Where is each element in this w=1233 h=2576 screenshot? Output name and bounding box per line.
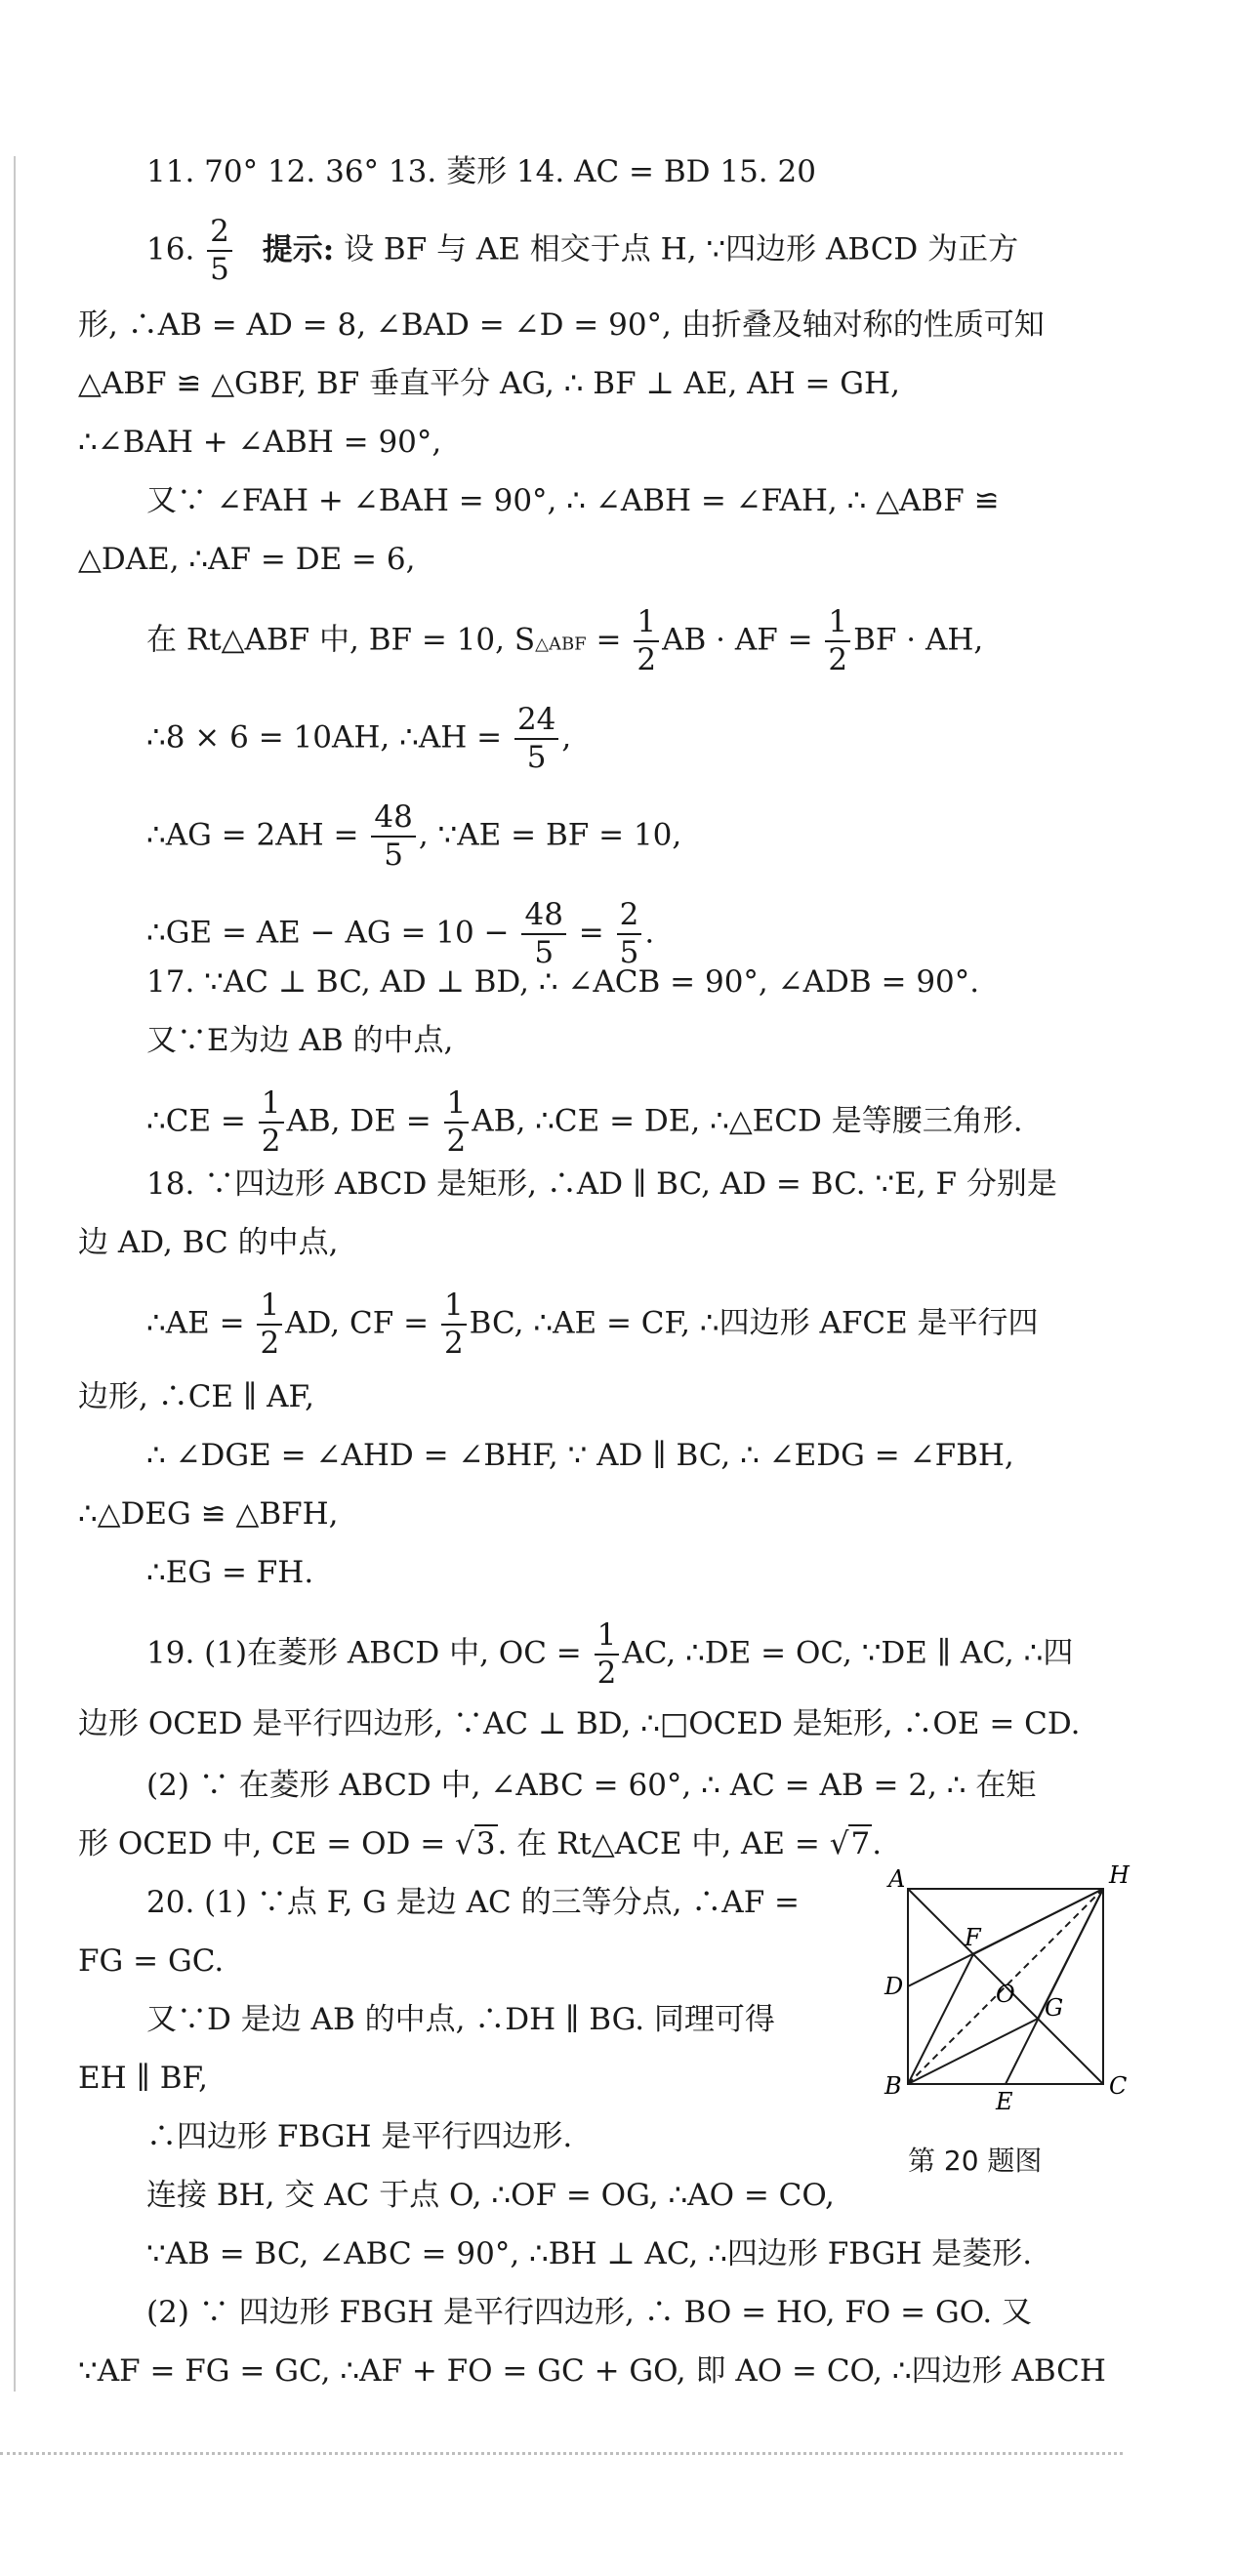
q16-line-10: ∴GE = AE − AG = 10 − $\frac{48}{5}$ = $\frac{2}{5}$ . [146,897,655,970]
q19-line-1: 19. (1)在菱形 ABCD 中, OC = $\frac{1}{2}$ AC, ∴DE = OC, ∵DE ∥ AC, ∴四 [146,1617,1074,1691]
q18-line-3: ∴AE = $\frac{1}{2}$ AD, CF = $\frac{1}{2}$ BC, ∴AE = CF, ∴四边形 AFCE 是平行四 [146,1288,1039,1361]
fraction-48-5: $\frac{48}{5}$ [371,802,415,871]
q19-line-3: (2) ∵ 在菱形 ABCD 中, ∠ABC = 60°, ∴ AC = AB = 2, ∴ 在矩 [146,1768,1037,1803]
q16-text: 设 BF 与 AE 相交于点 H, ∵四边形 ABCD 为正方 [344,231,1019,267]
q20-line-2: FG = GC. [78,1943,225,1979]
q16-line-5: 又∵ ∠FAH + ∠BAH = 90°, ∴ ∠ABH = ∠FAH, ∴ △ABF ≌ [146,483,1000,518]
fraction-1-2: $\frac{1}{2}$ [825,607,850,675]
fraction-1-2: $\frac{1}{2}$ [259,1088,284,1157]
q16-line-7: 在 Rt△ABF 中, BF = 10, S△ABF = $\frac{1}{2}$ AB · AF = $\frac{1}{2}$ BF · AH, [146,604,984,677]
segment-dh [908,1889,1103,1986]
q20-line-8: (2) ∵ 四边形 FBGH 是平行四边形, ∴ BO = HO, FO = GO. 又 [146,2295,1033,2330]
q16-number: 16. [146,231,195,267]
label-h: H [1109,1861,1130,1889]
figure-caption: 第 20 题图 [908,2145,1043,2177]
label-d: D [884,1973,904,2000]
label-c: C [1109,2072,1128,2100]
answers-11-15: 11. 70° 12. 36° 13. 菱形 14. AC = BD 15. 20 [146,154,816,189]
segment-bg [908,2019,1038,2084]
fraction-2-5: $\frac{2}{5}$ [617,900,642,968]
fraction-1-2: $\frac{1}{2}$ [257,1290,282,1359]
figure-20-diagram [879,1860,1132,2172]
hint-label: 提示: [262,231,335,267]
label-g: G [1045,1994,1064,2022]
q20-line-7: ∵AB = BC, ∠ABC = 90°, ∴BH ⊥ AC, ∴四边形 FBGH 是菱形. [146,2236,1033,2271]
label-e: E [996,2088,1013,2115]
q16-line-3: △ABF ≌ △GBF, BF 垂直平分 AG, ∴ BF ⊥ AE, AH = GH, [78,366,900,401]
q17-line-2: 又∵E为边 AB 的中点, [146,1023,454,1058]
q16-line-4: ∴∠BAH + ∠ABH = 90°, [78,425,442,460]
fraction-1-2: $\frac{1}{2}$ [444,1088,470,1157]
q20-line-4: EH ∥ BF, [78,2061,209,2096]
fraction-2-5: $\frac{2}{5}$ [207,217,232,285]
fraction-1-2: $\frac{1}{2}$ [634,607,659,675]
q17-line-1: 17. ∵AC ⊥ BC, AD ⊥ BD, ∴ ∠ACB = 90°, ∠ADB = 90°. [146,964,980,1000]
fraction-24-5: $\frac{24}{5}$ [514,705,558,773]
q16-line-6: △DAE, ∴AF = DE = 6, [78,542,416,577]
q18-line-2: 边 AD, BC 的中点, [78,1225,339,1260]
q20-line-6: 连接 BH, 交 AC 于点 O, ∴OF = OG, ∴AO = CO, [146,2178,835,2213]
q18-line-4: 边形, ∴CE ∥ AF, [78,1379,315,1414]
q18-line-5: ∴ ∠DGE = ∠AHD = ∠BHF, ∵ AD ∥ BC, ∴ ∠EDG = ∠FBH, [146,1438,1014,1473]
q16-line-1 [146,214,1019,287]
q18-line-7: ∴EG = FH. [146,1555,314,1590]
margin-rule [14,156,16,2392]
fraction-48-5: $\frac{48}{5}$ [521,900,565,968]
segment-bf [908,1954,973,2084]
q20-line-3: 又∵D 是边 AB 的中点, ∴DH ∥ BG. 同理可得 [146,2002,775,2037]
q20-line-1: 20. (1) ∵点 F, G 是边 AC 的三等分点, ∴AF = [146,1885,801,1920]
label-o: O [996,1981,1015,2008]
q19-line-4: 形 OCED 中, CE = OD = √3. 在 Rt△ACE 中, AE = √7. [78,1826,883,1861]
label-b: B [884,2072,902,2100]
q20-line-5: ∴四边形 FBGH 是平行四边形. [146,2119,573,2154]
segment-eh [1006,1889,1103,2084]
label-f: F [965,1924,981,1951]
q19-line-2: 边形 OCED 是平行四边形, ∵AC ⊥ BD, ∴□OCED 是矩形, ∴OE = CD. [78,1706,1081,1741]
dotted-footer-rule [0,2452,1123,2455]
q18-line-1: 18. ∵四边形 ABCD 是矩形, ∴AD ∥ BC, AD = BC. ∵E, F 分别是 [146,1166,1057,1202]
q16-line-8: ∴8 × 6 = 10AH, ∴AH = $\frac{24}{5}$ , [146,702,572,775]
q16-line-9: ∴AG = 2AH = $\frac{48}{5}$ , ∵AE = BF = 10, [146,799,682,873]
q18-line-6: ∴△DEG ≌ △BFH, [78,1496,339,1532]
fraction-1-2: $\frac{1}{2}$ [441,1290,467,1359]
label-a: A [888,1865,906,1893]
fraction-1-2: $\frac{1}{2}$ [595,1620,620,1689]
q17-line-3: ∴CE = $\frac{1}{2}$ AB, DE = $\frac{1}{2}$ AB, ∴CE = DE, ∴△ECD 是等腰三角形. [146,1085,1023,1159]
q20-line-9: ∵AF = FG = GC, ∴AF + FO = GC + GO, 即 AO = CO, ∴四边形 ABCH [78,2353,1106,2389]
q16-line-2: 形, ∴AB = AD = 8, ∠BAD = ∠D = 90°, 由折叠及轴对称的性质可知 [78,307,1045,343]
